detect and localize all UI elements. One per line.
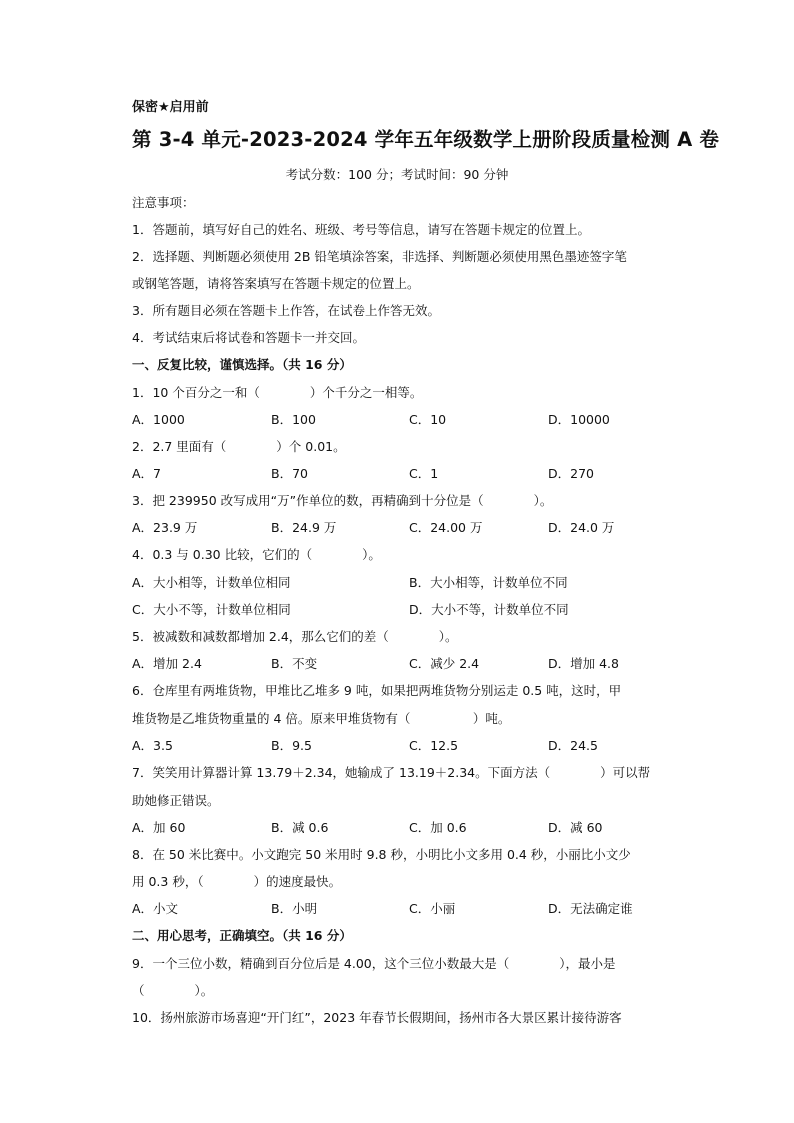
question-9-line: （ ）。 <box>132 983 214 998</box>
q1-option-c: C．10 <box>409 412 447 427</box>
note-item: 3．所有题目必须在答题卡上作答，在试卷上作答无效。 <box>132 303 440 318</box>
q4-option-d: D．大小不等，计数单位不同 <box>409 602 569 617</box>
q5-option-c: C．减少 2.4 <box>409 656 480 671</box>
exam-subtitle: 考试分数：100 分；考试时间：90 分钟 <box>285 167 509 182</box>
q8-option-a: A．小文 <box>132 901 179 916</box>
q2-option-a: A．7 <box>132 466 162 481</box>
q5-option-d: D．增加 4.8 <box>548 656 619 671</box>
q8-option-b: B．小明 <box>271 901 318 916</box>
q6-option-a: A．3.5 <box>132 738 173 753</box>
notes-heading: 注意事项： <box>132 195 195 210</box>
question-8-line: 8．在 50 米比赛中。小文跑完 50 米用时 9.8 秒，小明比小文多用 0.4 秒，小丽比小文少 <box>132 847 631 862</box>
q3-option-a: A．23.9 万 <box>132 520 198 535</box>
section2-heading: 二、用心思考，正确填空。（共 16 分） <box>132 928 352 943</box>
q6-option-d: D．24.5 <box>548 738 598 753</box>
q4-option-c: C．大小不等，计数单位相同 <box>132 602 291 617</box>
question-6-line: 6．仓库里有两堆货物，甲堆比乙堆多 9 吨，如果把两堆货物分别运走 0.5 吨，这时，甲 <box>132 683 622 698</box>
section1-heading: 一、反复比较，谨慎选择。（共 16 分） <box>132 357 352 372</box>
exam-title: 第 3-4 单元-2023-2024 学年五年级数学上册阶段质量检测 A 卷 <box>132 128 720 151</box>
q7-option-d: D．减 60 <box>548 820 603 835</box>
note-item: 2．选择题、判断题必须使用 2B 铅笔填涂答案，非选择、判断题必须使用黑色墨迹签字笔 <box>132 249 627 264</box>
q3-option-d: D．24.0 万 <box>548 520 615 535</box>
q2-option-c: C．1 <box>409 466 439 481</box>
note-item: 1．答题前，填写好自己的姓名、班级、考号等信息，请写在答题卡规定的位置上。 <box>132 222 590 237</box>
confidential-label: 保密★启用前 <box>132 100 209 115</box>
q6-option-b: B．9.5 <box>271 738 312 753</box>
note-item: 4．考试结束后将试卷和答题卡一并交回。 <box>132 330 365 345</box>
question-3: 3．把 239950 改写成用“万”作单位的数，再精确到十分位是（ ）。 <box>132 493 553 508</box>
question-7-line: 7．笑笑用计算器计算 13.79＋2.34，她输成了 13.19＋2.34。下面方法（ ）可以帮 <box>132 765 651 780</box>
q3-option-c: C．24.00 万 <box>409 520 483 535</box>
question-2: 2．2.7 里面有（ ）个 0.01。 <box>132 439 346 454</box>
question-7-line: 助她修正错误。 <box>132 793 220 808</box>
q2-option-d: D．270 <box>548 466 594 481</box>
question-10-line: 10．扬州旅游市场喜迎“开门红”，2023 年春节长假期间，扬州市各大景区累计接待游客 <box>132 1010 622 1025</box>
q1-option-a: A．1000 <box>132 412 185 427</box>
q5-option-b: B．不变 <box>271 656 318 671</box>
question-8-line: 用 0.3 秒，（ ）的速度最快。 <box>132 874 342 889</box>
q3-option-b: B．24.9 万 <box>271 520 337 535</box>
q6-option-c: C．12.5 <box>409 738 459 753</box>
q2-option-b: B．70 <box>271 466 308 481</box>
question-1: 1．10 个百分之一和（ ）个千分之一相等。 <box>132 385 423 400</box>
question-5: 5．被减数和减数都增加 2.4，那么它们的差（ ）。 <box>132 629 458 644</box>
question-6-line: 堆货物是乙堆货物重量的 4 倍。原来甲堆货物有（ ）吨。 <box>132 711 511 726</box>
q4-option-b: B．大小相等，计数单位不同 <box>409 575 568 590</box>
question-9-line: 9．一个三位小数，精确到百分位后是 4.00，这个三位小数最大是（ ），最小是 <box>132 956 616 971</box>
q7-option-c: C．加 0.6 <box>409 820 467 835</box>
q7-option-b: B．减 0.6 <box>271 820 329 835</box>
note-item: 或钢笔答题，请将答案填写在答题卡规定的位置上。 <box>132 276 420 291</box>
q1-option-b: B．100 <box>271 412 316 427</box>
q5-option-a: A．增加 2.4 <box>132 656 202 671</box>
q8-option-d: D．无法确定谁 <box>548 901 633 916</box>
q4-option-a: A．大小相等，计数单位相同 <box>132 575 291 590</box>
question-4: 4．0.3 与 0.30 比较，它们的（ ）。 <box>132 547 381 562</box>
q1-option-d: D．10000 <box>548 412 610 427</box>
q7-option-a: A．加 60 <box>132 820 186 835</box>
q8-option-c: C．小丽 <box>409 901 456 916</box>
